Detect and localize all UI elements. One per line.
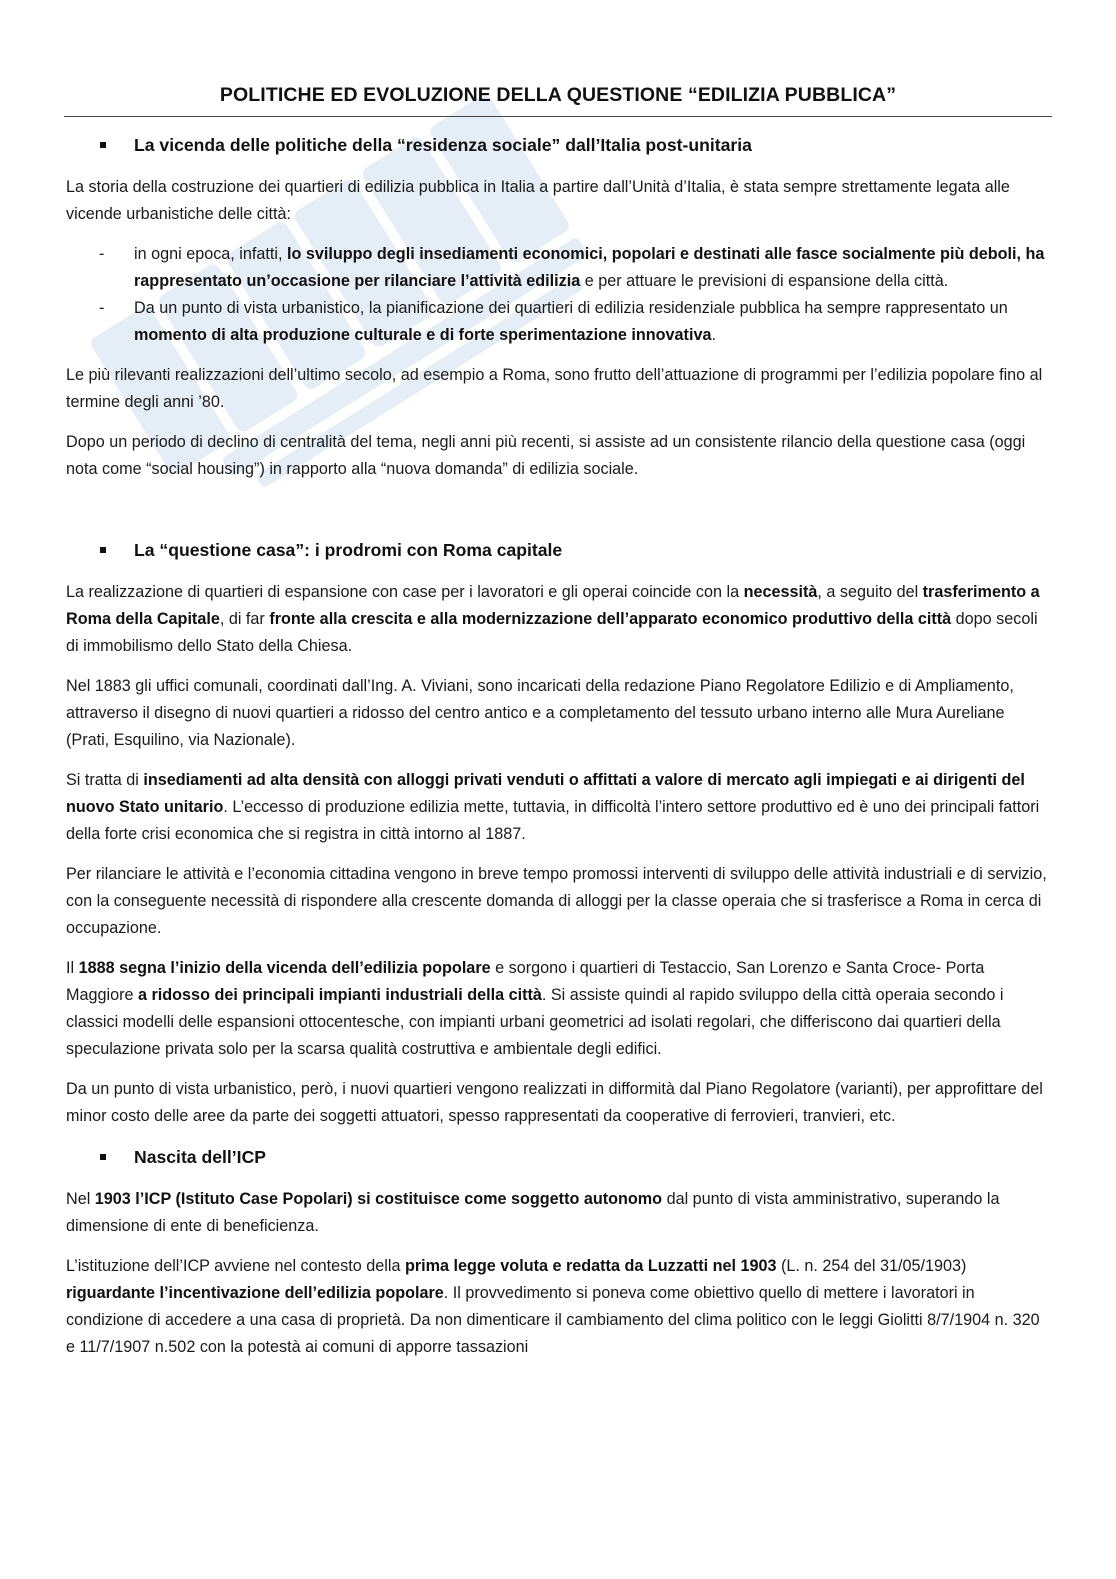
section-heading: Nascita dell’ICP (66, 1144, 1048, 1170)
paragraph: Il 1888 segna l’inizio della vicenda dell’edilizia popolare e sorgono i quartieri di Testaccio, San Lorenzo e Santa Croce- Porta Maggiore a ridosso dei principali impianti industriali della città. Si assiste quindi al rapido sviluppo della città operaia secondo i classici modelli delle espansioni ottocentesche, con impianti urbani geometrici ad isolati regolari, che differiscono dai quartieri della speculazione privata solo per la scarsa qualità costruttiva e ambientale degli edifici. (66, 959, 1004, 1058)
dash-bullet: - (99, 245, 105, 263)
paragraph: Da un punto di vista urbanistico, però, i nuovi quartieri vengono realizzati in difformità dal Piano Regolatore (varianti), per approfittare del minor costo delle aree da parte dei soggetti attuatori, spesso rappresentati da cooperative di ferrovieri, tranvieri, etc. (66, 1080, 1043, 1125)
list-item: - Da un punto di vista urbanistico, la pianificazione dei quartieri di edilizia residenziale pubblica ha sempre rappresentato un momento di alta produzione culturale e di forte sperimentazione innovativa. (66, 295, 1048, 349)
title-divider (64, 116, 1052, 117)
section-heading: La vicenda delle politiche della “residenza sociale” dall’Italia post-unitaria (66, 132, 1048, 158)
document-body (66, 132, 1048, 1374)
paragraph: Le più rilevanti realizzazioni dell’ultimo secolo, ad esempio a Roma, sono frutto dell’attuazione di programmi per l’edilizia popolare fino al termine degli anni ’80. (66, 366, 1043, 411)
paragraph: La realizzazione di quartieri di espansione con case per i lavoratori e gli operai coincide con la necessità, a seguito del trasferimento a Roma della Capitale, di far fronte alla crescita e alla modernizzazione dell’apparato economico produttivo della città dopo secoli di immobilismo dello Stato della Chiesa. (66, 583, 1040, 655)
paragraph: La storia della costruzione dei quartieri di edilizia pubblica in Italia a partire dall’Unità d’Italia, è stata sempre strettamente legata alle vicende urbanistiche delle città: (66, 178, 1010, 223)
list-item: - in ogni epoca, infatti, lo sviluppo degli insediamenti economici, popolari e destinati alle fasce socialmente più deboli, ha rappresentato un’occasione per rilanciare l’attività edilizia e per attuare le previsioni di espansione della città. (66, 241, 1048, 295)
dash-bullet: - (99, 299, 105, 317)
page-title: POLITICHE ED EVOLUZIONE DELLA QUESTIONE “EDILIZIA PUBBLICA” (219, 84, 897, 106)
paragraph: Per rilanciare le attività e l’economia cittadina vengono in breve tempo promossi interventi di sviluppo delle attività industriali e di servizio, con la conseguente necessità di rispondere alla crescente domanda di alloggi per la classe operaia che si trasferisce a Roma in cerca di occupazione. (66, 865, 1047, 937)
square-bullet-icon (100, 1154, 106, 1160)
paragraph: L’istituzione dell’ICP avviene nel contesto della prima legge voluta e redatta da Luzzatti nel 1903 (L. n. 254 del 31/05/1903) riguardante l’incentivazione dell’edilizia popolare. Il provvedimento si poneva come obiettivo quello di mettere i lavoratori in condizione di accedere a una casa di proprietà. Da non dimenticare il cambiamento del clima politico con le leggi Giolitti 8/7/1904 n. 320 e 11/7/1907 n.502 con la potestà ai comuni di apporre tassazioni (66, 1257, 1040, 1356)
paragraph: Nel 1883 gli uffici comunali, coordinati dall’Ing. A. Viviani, sono incaricati della redazione Piano Regolatore Edilizio e di Ampliamento, attraverso il disegno di nuovi quartieri a ridosso del centro antico e a completamento del tessuto urbano interno alle Mura Aureliane (Prati, Esquilino, via Nazionale). (66, 677, 1014, 749)
section-heading: La “questione casa”: i prodromi con Roma capitale (66, 537, 1048, 563)
square-bullet-icon (100, 547, 106, 553)
square-bullet-icon (100, 142, 106, 148)
paragraph: Dopo un periodo di declino di centralità del tema, negli anni più recenti, si assiste ad un consistente rilancio della questione casa (oggi nota come “social housing”) in rapporto alla “nuova domanda” di edilizia sociale. (66, 433, 1026, 478)
paragraph: Si tratta di insediamenti ad alta densità con alloggi privati venduti o affittati a valore di mercato agli impiegati e ai dirigenti del nuovo Stato unitario. L’eccesso di produzione edilizia mette, tuttavia, in difficoltà l’intero settore produttivo ed è uno dei principali fattori della forte crisi economica che si registra in città intorno al 1887. (66, 771, 1040, 843)
paragraph: Nel 1903 l’ICP (Istituto Case Popolari) si costituisce come soggetto autonomo dal punto di vista amministrativo, superando la dimensione di ente di beneficienza. (66, 1190, 1000, 1235)
